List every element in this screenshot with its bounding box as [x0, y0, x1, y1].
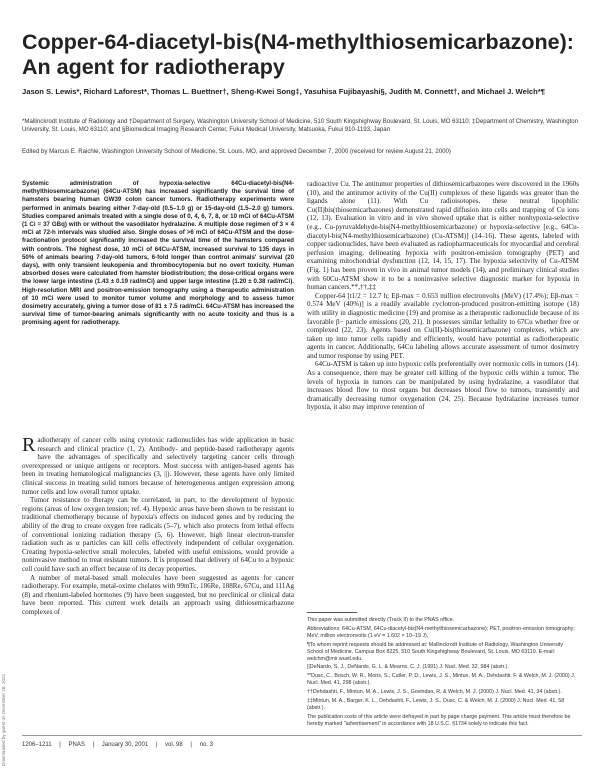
intro-paragraph-6: 64Cu-ATSM is taken up into hypoxic cells preferentially over normoxic cells in tumors (14). As a consequence, there may be greater cell killing of the hypoxic cells within a tumor. The levels of hypoxia in tumors can be manipulated by using hydralazine, a vasodilator that increases blood flow to most organs but decreases blood flow to tumors, transiently and dramatically decreasing tumor oxygenation (24, 25). Because hydralazine increases tumor hypoxia, it also may improve retention of — [307, 360, 579, 412]
intro-paragraph-4: radioactive Cu. The antitumor properties of dithiosemicarbazones were discovered in the 1960s (10), and the antitumor activity of the Cu(II) complexes of these ligands was greater than the ligands alone (11). With Cu radioisotopes, these neutral lipophilic Cu(II)bis(thiosemicarbazones) demonstrated rapid diffusion into cells and trapping of Cu ions (12, 13). Evaluation in vitro and in vivo showed uptake that is either nonhypoxia-selective (e.g., Cu-pyruvaldehyde-bis(N4-methylthiosemicarbazone) or hypoxia-selective [e.g., 64Cu-diacetyl-bis(N4-methylthiosemicarbazone) (Cu-ATSM)] (14–16). These agents, labeled with copper radionuclides, have been evaluated as radiopharmaceuticals for myocardial and cerebral perfusion imaging, delineating hypoxia with positron-emission tomography (PET) and examining mitochondrial dysfunction (12, 14, 15, 17). The hypoxia selectivity of Cu-ATSM (Fig. 1) has been proven in vivo in animal tumor models (14), and preliminary clinical studies with 60Cu-ATSM show it to be a noninvasive selective diagnostic marker for hypoxia in human cancers.**,††,‡‡ — [307, 180, 579, 292]
body-column-right — [307, 180, 579, 412]
footer-separator: | — [59, 742, 61, 748]
intro-paragraph-1-text: adiotherapy of cancer cells using cytotoxic radionuclides has wide application in basic research and clinical practice (1, 2). Antibody- and peptide-based radiotherapy agents have the advantages of specifically and selectively targeting cancer cells through overexpressed or unique antigens or receptors. Most success with antigen-based agents has been in treating hematological malignancies (3, ||). However, these agents have only limited clinical success in treating solid tumors because of heterogeneous antigen expression among tumor cells and low overall tumor uptake. — [22, 436, 294, 496]
footnote: ††Dehdashti, F., Mintun, M. A., Lewis, J. S., Govindan, R. & Welch, M. J. (2000) J. Nucl. Med. 41, 34 (abstr.). — [307, 689, 562, 696]
footnote: **Dusc, C., Bosch, W. R., Moris, S., Cutler, P. D., Lewis, J. S., Mintun, M. A., Dehdashti, F. & Welch, M. J. (2000) J. Nucl. Med. 41, 298 (abstr.). — [307, 673, 576, 687]
paper-title: Copper-64-diacetyl-bis(N4-methylthiosemicarbazone): An agent for radiotherapy — [22, 30, 574, 80]
footnote: ‡‡Mintun, M. A., Barger, K. L., Dehdashti, F., Lewis, J. S., Dusc, C. & Welch, M. J. (2000) J. Nucl. Med. 41, 58 (abstr.). — [307, 698, 565, 711]
footnote: ¶To whom reprint requests should be addressed at: Mallinckrodt Institute of Radiology, Washington University School of Medicine, Campus Box 8225, 510 South Kingshighway Boulevard, St. Louis, MO 63110. E-mail: welchm@mir.wustl.edu. — [307, 641, 564, 662]
footnote: This paper was submitted directly (Track II) to the PNAS office. — [307, 617, 455, 623]
footer-divider — [22, 735, 582, 736]
footer-separator: | — [92, 742, 95, 748]
drop-cap: R — [22, 434, 36, 456]
volume-number: vol. 98 — [165, 742, 183, 748]
intro-paragraph-1 — [22, 436, 294, 496]
download-watermark-text: Downloaded by guest on December 28, 2021 — [1, 673, 6, 766]
journal-name: PNAS — [68, 742, 85, 748]
footer-separator: | — [155, 742, 158, 748]
intro-paragraph-3: A number of metal-based small molecules have been suggested as agents for cancer radiotherapy. For example, metal-oxime chelates with 99mTc, 186Re, 188Re, 67Cu, and 111Ag (8) and rhenium-labeled hormones (9) have been suggested, but no preclinical or clinical data have been reported. This current work details an approach using dithiosemicarbazone complexes of — [22, 573, 294, 616]
footnote-divider — [307, 612, 357, 613]
body-column-left — [22, 436, 294, 616]
page-range: 1206–1211 — [22, 742, 52, 748]
footnote: Abbreviations: 64Cu-ATSM, 64Cu-diacetyl-bis(N4-methylthiosemicarbazone); PET, positron-emission tomography; MeV, million electronvolts (1 eV = 1.602 × 10−19 J). — [307, 625, 575, 639]
issue-date: January 30, 2001 — [101, 742, 149, 748]
intro-paragraph-2: Tumor resistance to therapy can be correlated, in part, to the development of hypoxic regions (areas of low oxygen tension; ref. 4). Hypoxic areas have been shown to be resistant to traditional chemotherapy because of hypoxia's effects on induced genes and by reducing the ability of the drug to create oxygen free radicals (5–7), which also protects from lethal effects of conventional ionizing radiation therapy (5, 6). However, high linear electron-transfer radiation such as α particles can kill cells effectively independent of cellular oxygenation. Creating hypoxia-selective small molecules, labeled with useful emissions, would provide a noninvasive method to treat resistant tumors. It is proposed that delivery of 64Cu to a hypoxic cell could have such an effect because of its decay properties. — [22, 496, 294, 573]
edited-by-note: Edited by Marcus E. Raichle, Washington University School of Medicine, St. Louis, MO, and approved December 7, 2000 (received for review August 21, 2000) — [22, 148, 451, 155]
footnotes — [307, 617, 579, 730]
author-list: Jason S. Lewis*, Richard Laforest*, Thomas L. Buettner†, Sheng-Kwei Song‡, Yasuhisa Fujibayashi§, Judith M. Connett†, and Michael J. Welch*¶ — [22, 87, 545, 96]
download-watermark — [1, 666, 11, 766]
page-footer — [22, 742, 582, 748]
footnote: ||DeNardo, S. J., DeNardo, G. L. & Mearns, C. J. (1991) J. Nucl. Med. 32, 984 (abstr.). — [307, 664, 509, 671]
abstract: Systemic administration of hypoxia-selective 64Cu-diacetyl-bis(N4-methylthiosemicarbazone) (64Cu-ATSM) has increased significantly the survival time of hamsters bearing human GW39 colon cancer tumors. Radiotherapy experiments were performed in animals bearing either 7-day-old (0.5–1.0 g) or 15-day-old (1.5–2.0 g) tumors. Studies compared animals treated with a single dose of 0, 4, 6, 7, 8, or 10 mCi of 64Cu-ATSM (1 Ci = 37 GBq) with or without the vasodilator hydralazine. A multiple dose regimen of 3 × 4 mCi at 72-h intervals was studied also. Single doses of >6 mCi of 64Cu-ATSM and the dose-fractionation protocol significantly increased the survival time of the hamsters compared with controls. The highest dose, 10 mCi of 64Cu-ATSM, increased survival to 135 days in 50% of animals bearing 7-day-old tumors, 6-fold longer than control animals' survival (20 days), with only transient leukopenia and thrombocytopenia but no overt toxicity. Human absorbed doses were calculated from hamster biodistribution; the dose-critical organs were the lower large intestine (1.43 ± 0.19 rad/mCi) and upper large intestine (1.20 ± 0.38 rad/mCi). High-resolution MRI and positron-emission tomography using a therapeutic administration of 10 mCi were used to monitor tumor volume and morphology and to assess tumor dosimetry accurately, giving a tumor dose of 81 ± 7.5 rad/mCi. 64Cu-ATSM has increased the survival time of tumor-bearing animals significantly with no acute toxicity and thus is a promising agent for radiotherapy. — [22, 180, 294, 327]
footnote: The publication costs of this article were defrayed in part by page charge payment. This article must therefore be hereby marked "advertisement" in accordance with 18 U.S.C. §1734 solely to indicate this fact. — [307, 713, 571, 727]
issue-number: no. 3 — [199, 742, 213, 748]
intro-paragraph-5: Copper-64 [t1/2 = 12.7 h; Eβ-max = 0.653 million electronvolts (MeV) (17.4%); Eβ-max = 0.574 MeV (40%)] is a readily available cyclotron-produced positron-emitting isotope (18) with utility in diagnostic medicine (19) and promise as a therapeutic radionuclide because of its favorable β− particle emissions (20, 21). It possesses similar lethality to 67Cu whether free or complexed (22, 23). Agents based on Cu(II)-bis(thiosemicarbazone) complexes, which are taken up into tumor cells rapidly and efficiently, would have potential as radiotherapeutic agents in cancer. Additionally, 64Cu labeling allows accurate assessment of tumor dosimetry and tumor response by using PET. — [307, 291, 579, 360]
footer-separator: | — [190, 742, 192, 748]
affiliations: *Mallinckrodt Institute of Radiology and †Department of Surgery, Washington University School of Medicine, 510 South Kingshighway Boulevard, St. Louis, MO 63110; ‡Department of Chemistry, Washington University, St. Louis, MO 63110; and §Biomedical Imaging Research Center, Fukui Medical University, Matsuoka, Fukui 910-1193, Japan — [22, 118, 579, 134]
